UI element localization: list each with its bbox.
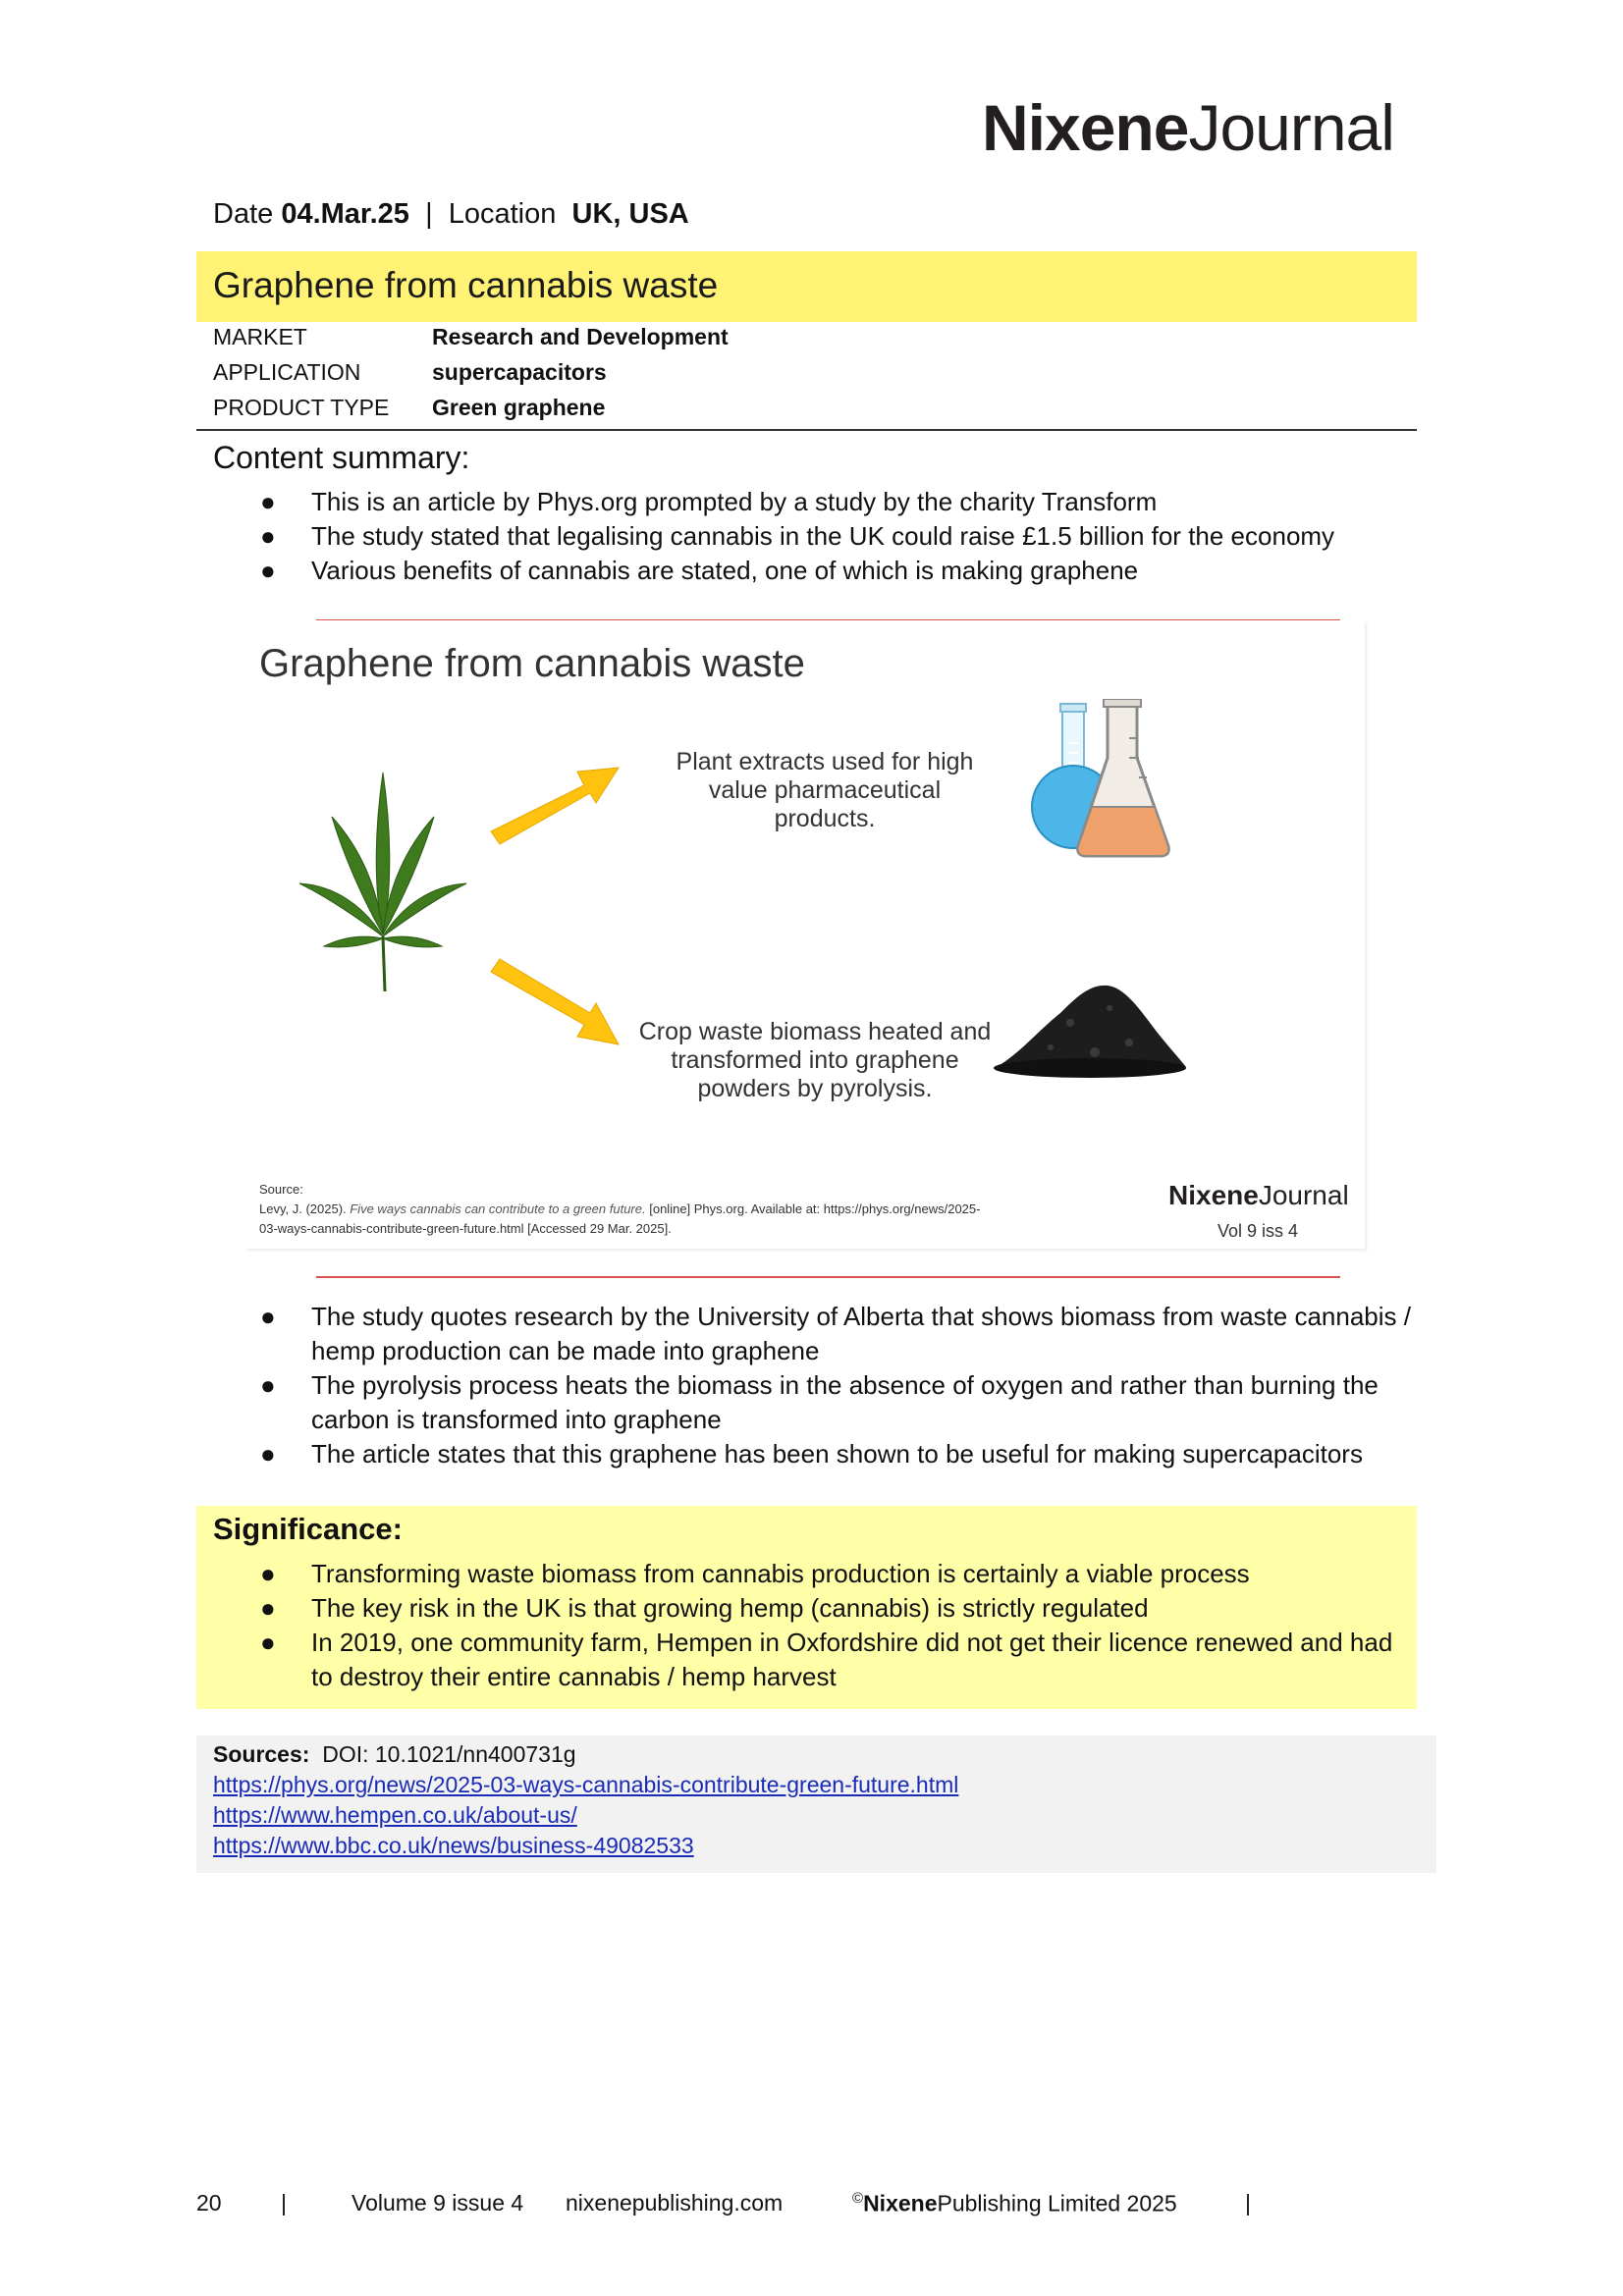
dateline	[213, 198, 689, 231]
footer-copyright: ©NixenePublishing Limited 2025	[852, 2190, 1177, 2216]
meta-key: MARKET	[213, 324, 307, 349]
footer-divider-end: |	[1245, 2190, 1251, 2216]
detail-list	[213, 1300, 1431, 1471]
date-label: Date	[213, 198, 274, 230]
list-item: ● In 2019, one community farm, Hempen in Oxfordshire did not get their licence renewed and had to destroy their entire cannabis / hemp harvest	[260, 1628, 1393, 1691]
list-item: ● The pyrolysis process heats the biomass in the absence of oxygen and rather than burning the carbon is transformed into graphene	[260, 1370, 1379, 1434]
bullet-icon: ●	[260, 521, 276, 551]
arrow-up-right-icon	[486, 758, 623, 846]
figure-bottom-rule	[316, 1276, 1340, 1278]
figure-title: Graphene from cannabis waste	[259, 642, 805, 685]
source-link-hempen[interactable]: https://www.hempen.co.uk/about-us/	[213, 1802, 577, 1828]
source-link-physorg[interactable]: https://phys.org/news/2025-03-ways-cannabis-contribute-green-future.html	[213, 1772, 959, 1797]
footer-page-number: 20	[196, 2190, 222, 2216]
bullet-icon: ●	[260, 1593, 276, 1623]
bullet-icon: ●	[260, 1302, 276, 1331]
list-item: ● The key risk in the UK is that growing hemp (cannabis) is strictly regulated	[213, 1591, 1414, 1626]
bullet-icon: ●	[260, 556, 276, 585]
list-item: ● This is an article by Phys.org prompted by a study by the charity Transform	[213, 485, 1431, 519]
logo-light: Journal	[1188, 91, 1394, 164]
arrow-down-right-icon	[486, 954, 623, 1052]
sources-label: Sources:	[213, 1741, 310, 1767]
meta-key: APPLICATION	[213, 359, 361, 385]
summary-list	[213, 485, 1431, 588]
article-title-bar	[196, 251, 1417, 322]
footer-website: nixenepublishing.com	[566, 2190, 784, 2216]
significance-box	[196, 1506, 1417, 1709]
footer-divider: |	[281, 2190, 287, 2216]
figure-source: Source: Levy, J. (2025). Five ways cannabis can contribute to a green future. [online] Phys.org. Available at: https://phys.org/news/2025- 03-ways-cannabis-contribute-green-future.html [Accessed 29 Mar. 2025].	[259, 1182, 981, 1236]
significance-heading: Significance:	[213, 1512, 403, 1546]
list-item: ● The study stated that legalising cannabis in the UK could raise £1.5 billion for the economy	[213, 519, 1431, 554]
bullet-icon: ●	[260, 1439, 276, 1468]
bullet-icon: ●	[260, 1559, 276, 1588]
lab-flask-icon	[1031, 699, 1198, 866]
list-item: ● The article states that this graphene has been shown to be useful for making supercapacitors	[213, 1437, 1431, 1471]
list-item: ● Various benefits of cannabis are stated, one of which is making graphene	[213, 554, 1431, 588]
logo-bold: Nixene	[982, 91, 1189, 164]
article-title: Graphene from cannabis waste	[213, 265, 719, 305]
meta-value: Research and Development	[432, 324, 729, 349]
caption-graphene: Crop waste biomass heated and transformed into graphene powders by pyrolysis.	[638, 1018, 992, 1102]
list-item: ● The study quotes research by the University of Alberta that shows biomass from waste cannabis / hemp production can be made into graphene	[260, 1302, 1411, 1365]
meta-value: supercapacitors	[432, 359, 607, 385]
figure-logo: NixeneJournal	[1168, 1180, 1349, 1210]
cannabis-leaf-icon	[295, 768, 471, 993]
bullet-icon: ●	[260, 1370, 276, 1400]
location-value: UK, USA	[571, 198, 689, 230]
meta-divider	[196, 429, 1417, 431]
bullet-icon: ●	[260, 1628, 276, 1657]
list-item: ● Transforming waste biomass from cannabis production is certainly a viable process	[213, 1557, 1414, 1591]
caption-pharmaceutical: Plant extracts used for high value pharmaceutical products.	[676, 748, 974, 832]
dateline-separator: |	[425, 198, 433, 230]
sources-doi-line	[213, 1741, 576, 1768]
source-link-bbc[interactable]: https://www.bbc.co.uk/news/business-49082533	[213, 1833, 694, 1858]
meta-value: Green graphene	[432, 395, 606, 420]
journal-logo	[982, 90, 1394, 165]
meta-key: PRODUCT TYPE	[213, 395, 390, 420]
sources-box	[196, 1735, 1436, 1873]
content-summary-heading: Content summary:	[213, 440, 470, 475]
figure-infographic	[245, 620, 1365, 1249]
graphene-powder-icon	[992, 974, 1188, 1082]
location-label: Location	[448, 198, 557, 230]
bullet-icon: ●	[260, 487, 276, 516]
sources-doi: DOI: 10.1021/nn400731g	[322, 1741, 576, 1767]
figure-volume: Vol 9 iss 4	[1217, 1221, 1299, 1241]
date-value: 04.Mar.25	[281, 198, 409, 230]
footer-volume: Volume 9 issue 4	[352, 2190, 524, 2216]
